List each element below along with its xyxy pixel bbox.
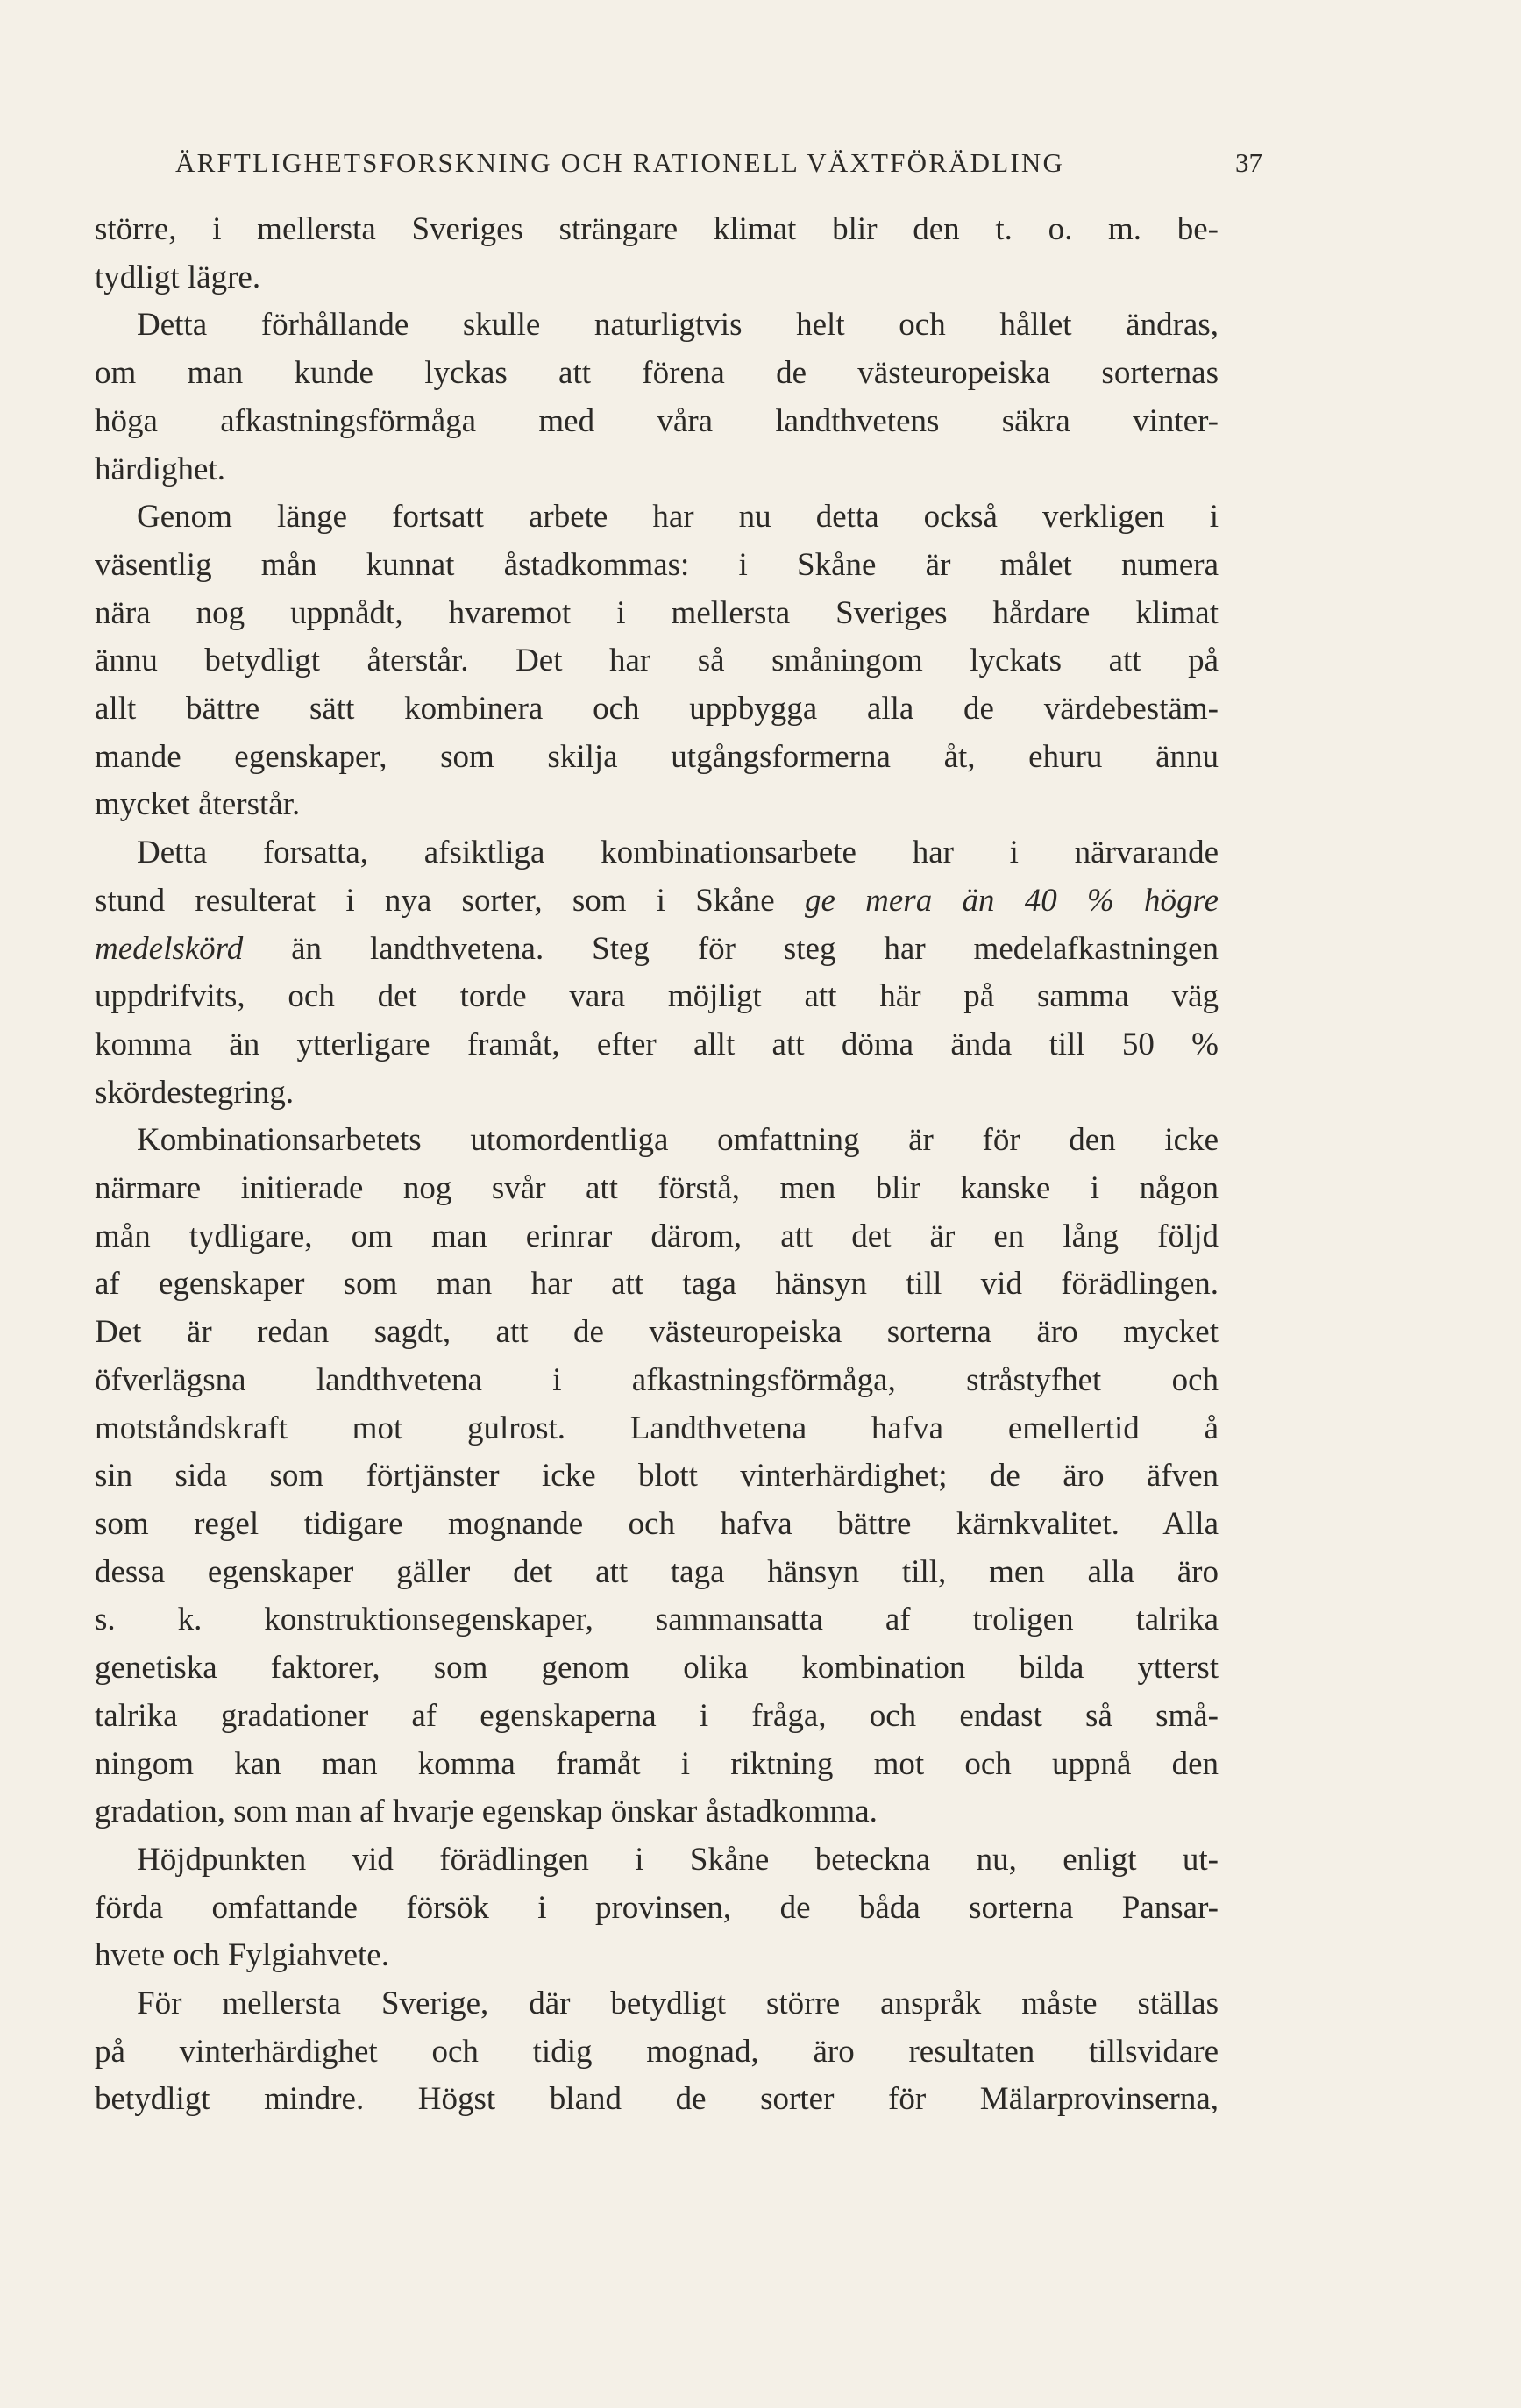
text-line: ännu betydligt återstår. Det har så småningom lyckats att på <box>95 643 1219 679</box>
page-number: 37 <box>1235 147 1262 178</box>
text-line: Detta förhållande skulle naturligtvis helt och hållet ändras, <box>137 307 1219 344</box>
text-line: allt bättre sätt kombinera och uppbygga alla de värdebestäm- <box>95 691 1219 728</box>
text-segment: än landthvetena. Steg för steg har medelafkastningen <box>243 930 1219 967</box>
text-line: höga afkastningsförmåga med våra landthvetens säkra vinter- <box>95 402 1219 439</box>
text-line: mande egenskaper, som skilja utgångsformerna åt, ehuru ännu <box>95 738 1219 775</box>
text-line: betydligt mindre. Högst bland de sorter för Mälarprovinserna, <box>95 2081 1219 2118</box>
text-line: af egenskaper som man har att taga hänsyn till vid förädlingen. <box>95 1266 1219 1303</box>
text-line: genetiska faktorer, som genom olika kombination bilda ytterst <box>95 1650 1219 1687</box>
text-line: komma än ytterligare framåt, efter allt att döma ända till 50 % <box>95 1026 1219 1062</box>
text-line: nära nog uppnådt, hvaremot i mellersta Sveriges hårdare klimat <box>95 594 1219 631</box>
text-line: större, i mellersta Sveriges strängare klimat blir den t. o. m. be- <box>95 211 1219 247</box>
text-line-with-emphasis <box>95 877 1219 926</box>
text-line: ningom kan man komma framåt i riktning mot och uppnå den <box>95 1745 1219 1782</box>
text-line: Det är redan sagdt, att de västeuropeiska sorterna äro mycket <box>95 1314 1219 1351</box>
text-line: härdighet. <box>95 451 225 487</box>
text-line: väsentlig mån kunnat åstadkommas: i Skåne är målet numera <box>95 546 1219 583</box>
text-line: mån tydligare, om man erinrar därom, att det är en lång följd <box>95 1218 1219 1254</box>
emphasized-text: medelskörd <box>95 930 244 967</box>
running-title: ÄRFTLIGHETSFORSKNING OCH RATIONELL VÄXTFÖRÄDLING <box>175 147 1065 178</box>
text-line: förda omfattande försök i provinsen, de båda sorterna Pansar- <box>95 1889 1219 1926</box>
text-line: gradation, som man af hvarje egenskap önskar åstadkomma. <box>95 1794 878 1830</box>
text-line: på vinterhärdighet och tidig mognad, äro resultaten tillsvidare <box>95 2033 1219 2070</box>
text-line: sin sida som förtjänster icke blott vinterhärdighet; de äro äfven <box>95 1458 1219 1495</box>
body-text <box>95 206 1219 2124</box>
text-line: hvete och Fylgiahvete. <box>95 1937 389 1974</box>
text-line: dessa egenskaper gäller det att taga hänsyn till, men alla äro <box>95 1553 1219 1590</box>
text-line: Kombinationsarbetets utomordentliga omfattning är för den icke <box>137 1122 1219 1159</box>
text-line: om man kunde lyckas att förena de västeuropeiska sorternas <box>95 355 1219 392</box>
text-line: öfverlägsna landthvetena i afkastningsförmåga, stråstyfhet och <box>95 1361 1219 1398</box>
text-line-with-emphasis <box>95 926 1219 974</box>
text-line: s. k. konstruktionsegenskaper, sammansatta af troligen talrika <box>95 1602 1219 1638</box>
text-line: talrika gradationer af egenskaperna i fråga, och endast så små- <box>95 1697 1219 1734</box>
text-line: mycket återstår. <box>95 786 301 823</box>
text-line: tydligt lägre. <box>95 259 261 295</box>
text-line: motståndskraft mot gulrost. Landthvetena hafva emellertid å <box>95 1410 1219 1446</box>
page-header <box>175 147 1262 191</box>
text-line: uppdrifvits, och det torde vara möjligt att här på samma väg <box>95 978 1219 1015</box>
text-line: Detta forsatta, afsiktliga kombinationsarbete har i närvarande <box>137 835 1219 871</box>
text-line: skördestegring. <box>95 1074 295 1111</box>
text-line: närmare initierade nog svår att förstå, men blir kanske i någon <box>95 1170 1219 1207</box>
text-line: Höjdpunkten vid förädlingen i Skåne beteckna nu, enligt ut- <box>137 1841 1219 1878</box>
text-line: För mellersta Sverige, där betydligt större anspråk måste ställas <box>137 1985 1219 2022</box>
text-line: Genom länge fortsatt arbete har nu detta också verkligen i <box>137 499 1219 536</box>
emphasized-text: ge mera än 40 % högre <box>804 882 1219 919</box>
text-segment: stund resulterat i nya sorter, som i Skåne <box>95 882 805 919</box>
text-line: som regel tidigare mognande och hafva bättre kärnkvalitet. Alla <box>95 1505 1219 1542</box>
